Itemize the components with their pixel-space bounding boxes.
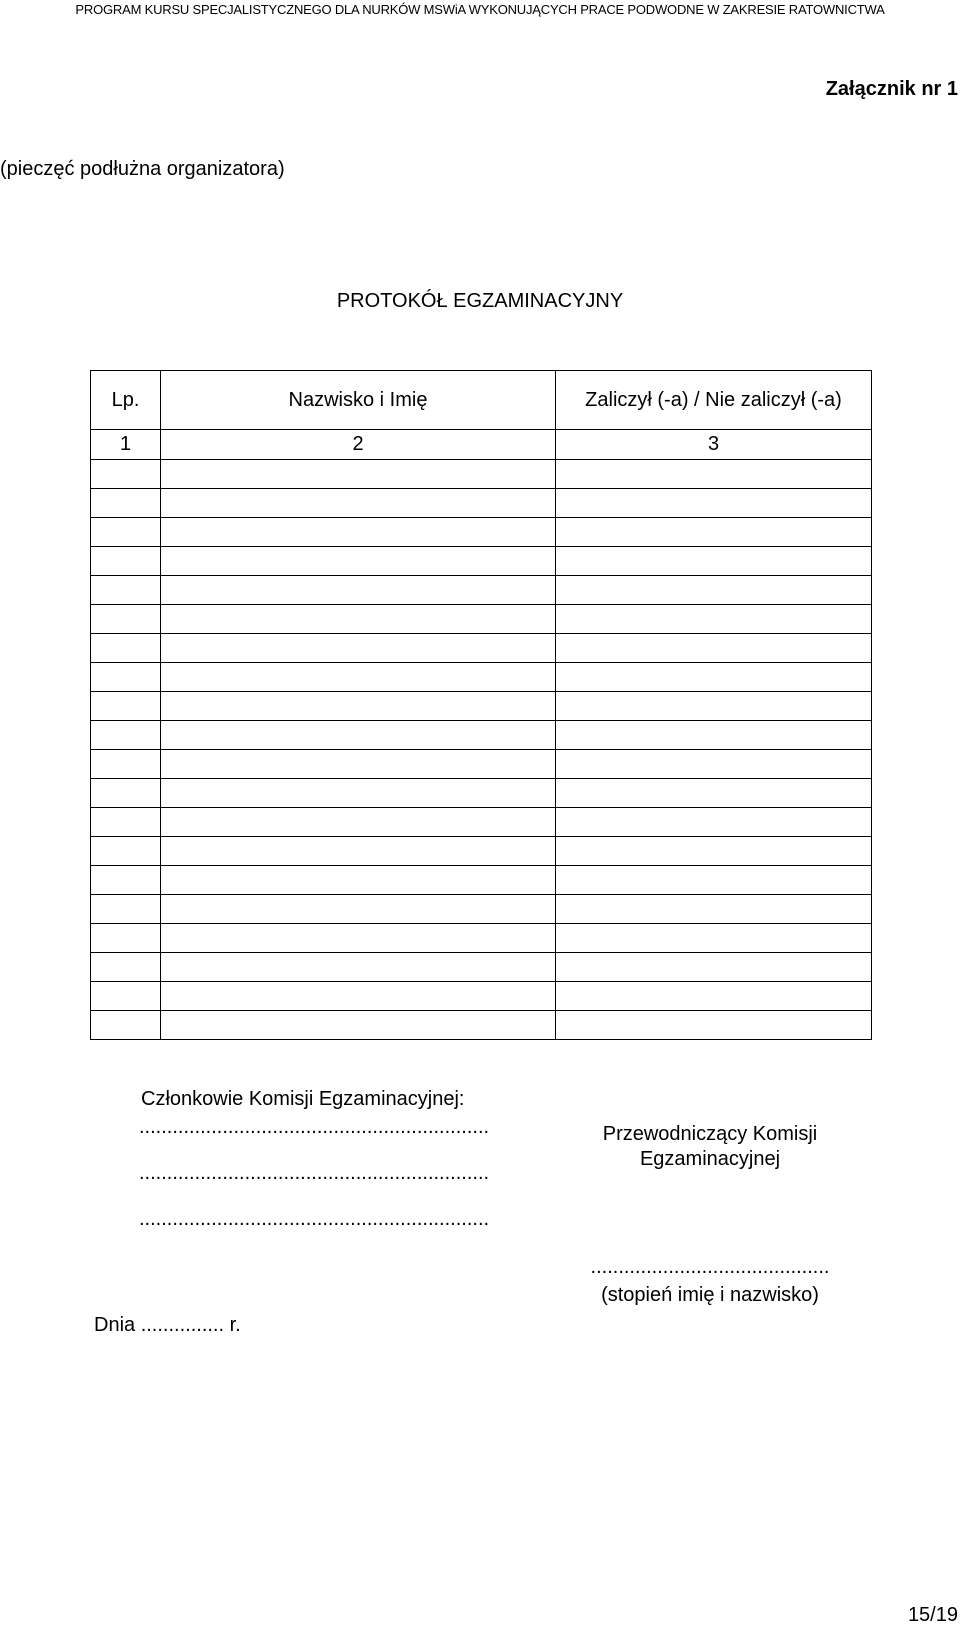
table-cell [556,721,872,750]
table-row [91,895,872,924]
table-row [91,953,872,982]
table-row [91,634,872,663]
table-cell [556,489,872,518]
table-cell [91,663,161,692]
column-header-lp: Lp. [91,371,161,430]
table-cell [556,460,872,489]
column-number-3: 3 [556,430,872,460]
table-row [91,866,872,895]
table-cell [556,692,872,721]
table-cell [91,750,161,779]
table-cell [556,779,872,808]
table-cell [161,489,556,518]
table-row [91,750,872,779]
table-cell [161,692,556,721]
table-cell [91,866,161,895]
table-cell [161,866,556,895]
table-cell [91,1011,161,1040]
table-cell [556,605,872,634]
table-row [91,692,872,721]
table-row [91,721,872,750]
table-cell [556,924,872,953]
table-row [91,837,872,866]
table-cell [91,953,161,982]
table-cell [161,924,556,953]
column-header-result: Zaliczył (-a) / Nie zaliczył (-a) [556,371,872,430]
running-header: PROGRAM KURSU SPECJALISTYCZNEGO DLA NURKÓW MSWiA WYKONUJĄCYCH PRACE PODWODNE W ZAKRESIE RATOWNICTWA [75,2,885,17]
table-cell [91,837,161,866]
table-cell [556,895,872,924]
chairman-label [580,1122,840,1172]
column-number-row [91,430,872,460]
table-cell [161,808,556,837]
table-cell [161,895,556,924]
table-row [91,605,872,634]
table-cell [91,924,161,953]
table-cell [556,866,872,895]
table-cell [161,1011,556,1040]
table-row [91,576,872,605]
table-cell [556,634,872,663]
chairman-signature-caption: (stopień imię i nazwisko) [601,1284,819,1306]
table-row [91,547,872,576]
table-cell [161,576,556,605]
table-cell [91,547,161,576]
table-cell [91,895,161,924]
table-cell [161,750,556,779]
stamp-placeholder: (pieczęć podłużna organizatora) [0,158,285,180]
table-header-row [91,371,872,430]
table-row [91,924,872,953]
table-cell [91,808,161,837]
table-row [91,489,872,518]
table-cell [91,634,161,663]
table-row [91,460,872,489]
document-title: PROTOKÓŁ EGZAMINACYJNY [336,290,624,312]
annex-label: Załącznik nr 1 [825,78,958,100]
table-cell [556,837,872,866]
table-cell [161,779,556,808]
table-cell [161,837,556,866]
table-cell [91,576,161,605]
table-cell [161,982,556,1011]
table-cell [161,663,556,692]
column-header-name: Nazwisko i Imię [161,371,556,430]
table-cell [556,953,872,982]
table-cell [161,547,556,576]
page-number: 15/19 [907,1604,958,1626]
member-signature-line-1: ............................................................... [139,1116,490,1138]
column-number-1: 1 [91,430,161,460]
table-cell [91,721,161,750]
column-number-2: 2 [161,430,556,460]
table-row [91,982,872,1011]
table-row [91,779,872,808]
table-cell [161,953,556,982]
table-row [91,808,872,837]
commission-members-label: Członkowie Komisji Egzaminacyjnej: [141,1088,465,1110]
table-cell [556,750,872,779]
table-cell [556,663,872,692]
table-cell [161,634,556,663]
member-signature-line-2: ............................................................... [139,1162,490,1184]
table-cell [556,547,872,576]
chairman-label-line-2: Egzaminacyjnej [639,1148,781,1170]
member-signature-line-3: ............................................................... [139,1208,490,1230]
table-cell [91,692,161,721]
table-cell [91,460,161,489]
table-cell [161,460,556,489]
table-cell [556,518,872,547]
table-cell [91,779,161,808]
table-cell [91,518,161,547]
table-cell [556,576,872,605]
table-row [91,518,872,547]
table-cell [161,518,556,547]
exam-protocol-table [90,370,872,1040]
chairman-label-line-1: Przewodniczący Komisji [602,1123,818,1145]
table-cell [556,1011,872,1040]
table-cell [91,605,161,634]
date-line: Dnia ............... r. [94,1314,241,1336]
table-row [91,663,872,692]
table-cell [161,721,556,750]
table-cell [556,808,872,837]
table-cell [91,489,161,518]
table-cell [161,605,556,634]
table-cell [556,982,872,1011]
chairman-signature-line: ........................................... [590,1256,830,1278]
table-row [91,1011,872,1040]
table-cell [91,982,161,1011]
